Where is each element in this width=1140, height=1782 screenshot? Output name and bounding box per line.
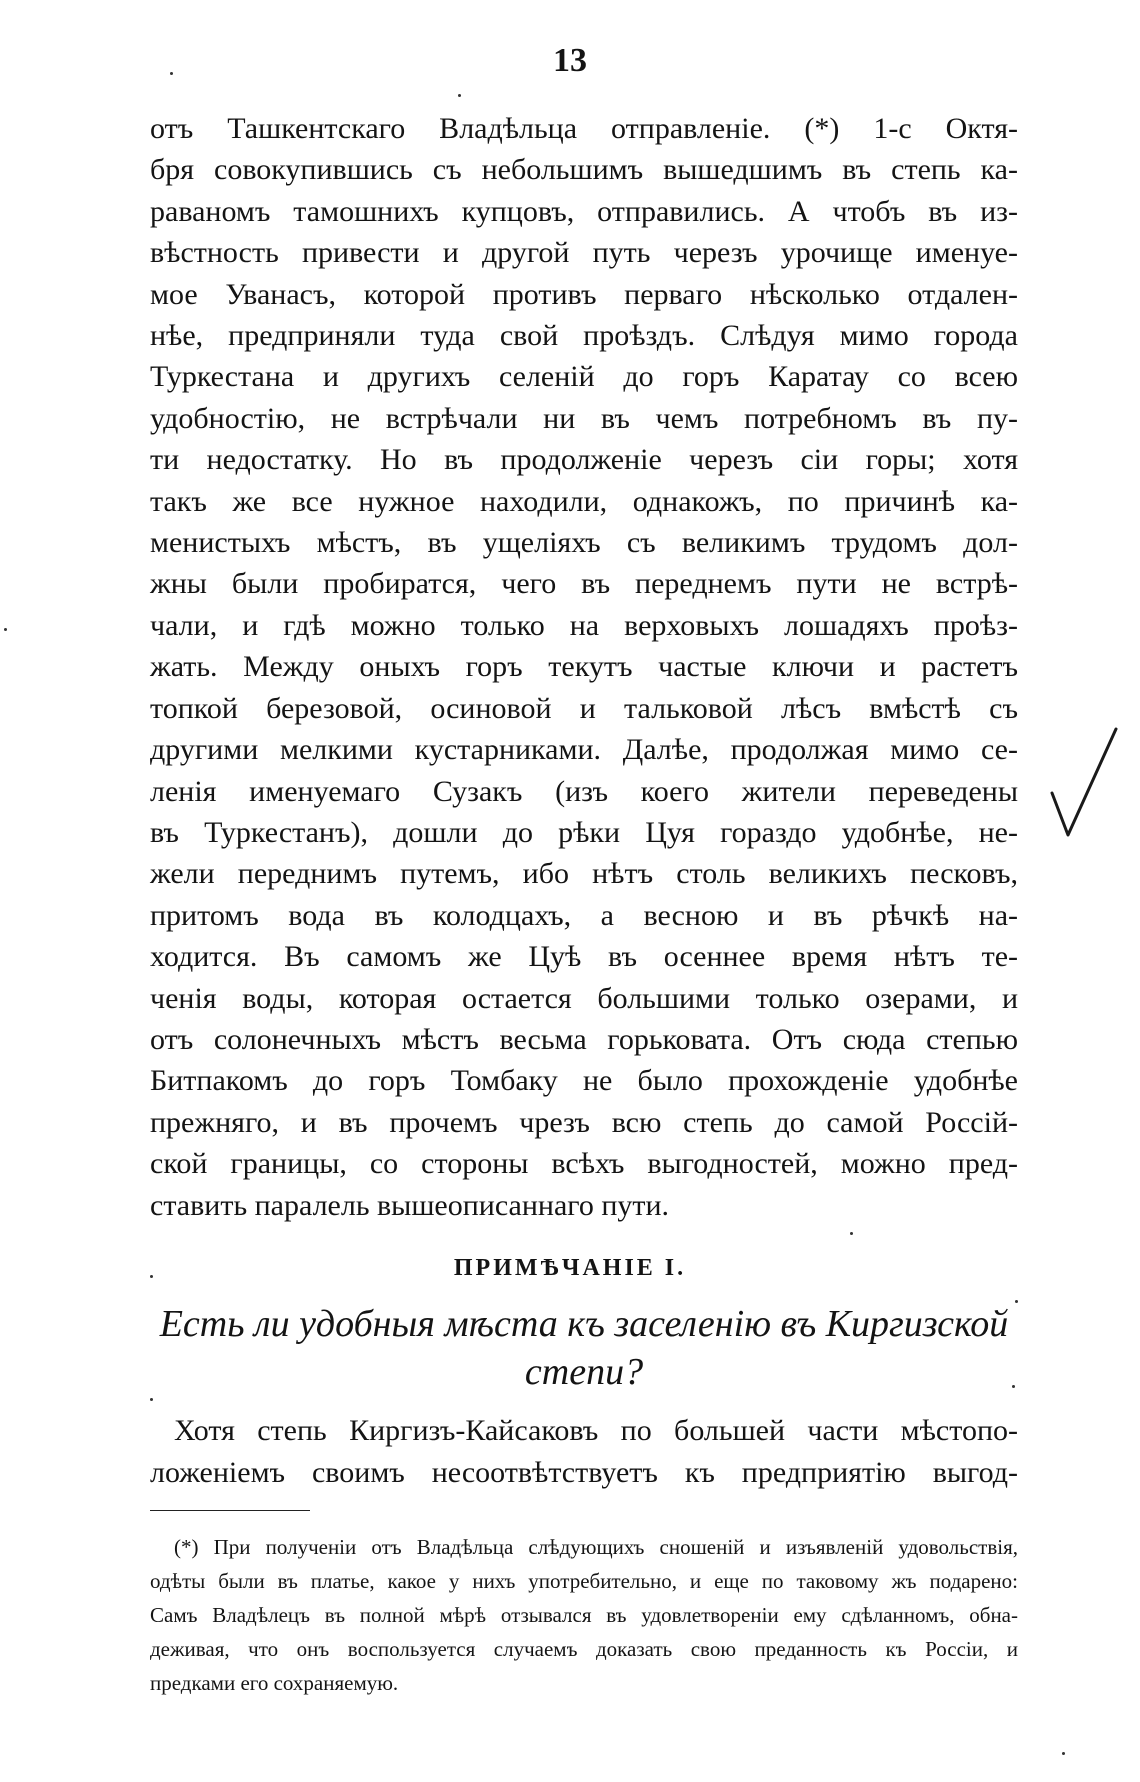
footnote-line: Самъ Владѣлецъ въ полной мѣрѣ отзывался въ удовлетвореніи ему сдѣланномъ, обна-	[150, 1603, 1018, 1627]
text-line: ской границы, со стороны всѣхъ выгодностей, можно пред-	[150, 1147, 1018, 1181]
scan-speck	[850, 1232, 853, 1235]
text-line: жели переднимъ путемъ, ибо нѣтъ столь великихъ песковъ,	[150, 857, 1018, 891]
text-line: жать. Между оныхъ горъ текутъ частые ключи и растетъ	[150, 650, 1018, 684]
footnote-line: деживая, что онъ воспользуется случаемъ доказать свою преданность къ Россіи, и	[150, 1637, 1018, 1661]
text-line: ставить паралель вышеописаннаго пути.	[150, 1188, 670, 1222]
section-question	[150, 1300, 1018, 1396]
text-line: чали, и гдѣ можно только на верховыхъ лошадяхъ проѣз-	[150, 608, 1018, 642]
text-line: другими мелкими кустарниками. Далѣе, продолжая мимо се-	[150, 733, 1018, 767]
text-line: ленія именуемаго Сузакъ (изъ коего жители переведены	[150, 774, 1018, 808]
text-line: менистыхъ мѣстъ, въ ущеліяхъ съ великимъ трудомъ дол-	[150, 526, 1018, 560]
text-line: прежняго, и въ прочемъ чрезъ всю степь до самой Россій-	[150, 1105, 1018, 1139]
text-line: жны были пробиратся, чего въ переднемъ пути не встрѣ-	[150, 567, 1018, 601]
text-line: притомъ вода въ колодцахъ, а весною и въ рѣчкѣ на-	[150, 898, 1018, 932]
text-line: Хотя степь Киргизъ-Кайсаковъ по большей части мѣстопо-	[174, 1414, 1018, 1447]
scan-speck	[150, 1398, 153, 1401]
checkmark-icon	[1050, 725, 1120, 845]
footnote-line: предками его сохраняемую.	[150, 1671, 399, 1695]
scan-speck	[458, 94, 461, 97]
text-line: ти недостатку. Но въ продолженіе черезъ сіи горы; хотя	[150, 443, 1018, 477]
text-line: вѣстность привести и другой путь черезъ урочище именуе-	[150, 236, 1018, 270]
footnote-divider	[150, 1510, 310, 1511]
text-line: ченія воды, которая остается большими только озерами, и	[150, 981, 1018, 1015]
scan-speck	[1062, 1752, 1065, 1755]
text-line: удобностію, не встрѣчали ни въ чемъ потребномъ въ пу-	[150, 401, 1018, 435]
scan-speck	[150, 1275, 153, 1278]
text-line: Туркестана и другихъ селеній до горъ Каратау со всею	[150, 360, 1018, 394]
scan-speck	[4, 628, 7, 631]
text-line: мое Уванасъ, которой противъ перваго нѣсколько отдален-	[150, 277, 1018, 311]
text-line: Битпакомъ до горъ Томбаку не было прохожденіе удобнѣе	[150, 1064, 1018, 1098]
scan-speck	[170, 72, 173, 75]
scan-speck	[1012, 1385, 1015, 1388]
text-line: отъ солонечныхъ мѣстъ весьма горьковата. Отъ сюда степью	[150, 1022, 1018, 1056]
text-line: топкой березовой, осиновой и тальковой лѣсъ вмѣстѣ съ	[150, 691, 1018, 725]
footnote-line: (*) При полученіи отъ Владѣльца слѣдующихъ сношеній и изъявленій удовольствія,	[174, 1535, 1018, 1559]
question-line: степи?	[524, 1351, 644, 1393]
body-paragraph	[150, 108, 1018, 1226]
text-line: ходится. Въ самомъ же Цуѣ въ осеннее время нѣтъ те-	[150, 940, 1018, 974]
text-line: такъ же все нужное находили, однакожъ, по причинѣ ка-	[150, 484, 1018, 518]
page-number: 13	[553, 42, 587, 79]
footnote	[150, 1530, 1018, 1700]
section-heading: ПРИМѢЧАНІЕ I.	[453, 1255, 687, 1281]
text-line: отъ Ташкентскаго Владѣльца отправленіе. (*) 1-с Октя-	[150, 112, 1018, 145]
text-line: бря совокупившись съ небольшимъ вышедшимъ въ степь ка-	[150, 153, 1018, 187]
text-line: ложеніемъ своимъ несоотвѣтствуетъ къ предприятію выгод-	[150, 1456, 1018, 1489]
text-line: раваномъ тамошнихъ купцовъ, отправились. А чтобъ въ из-	[150, 194, 1018, 228]
scan-speck	[1015, 1300, 1018, 1303]
second-paragraph	[150, 1410, 1018, 1494]
question-line: Есть ли удобныя мѣста къ заселенію въ Киргизской	[159, 1303, 1009, 1345]
footnote-line: одѣты были въ платье, какое у нихъ употребительно, и еще по таковому жъ подарено:	[150, 1569, 1018, 1593]
text-line: нѣе, предприняли туда свой проѣздъ. Слѣдуя мимо города	[150, 319, 1018, 353]
text-line: въ Туркестанъ), дошли до рѣки Цуя гораздо удобнѣе, не-	[150, 815, 1018, 849]
